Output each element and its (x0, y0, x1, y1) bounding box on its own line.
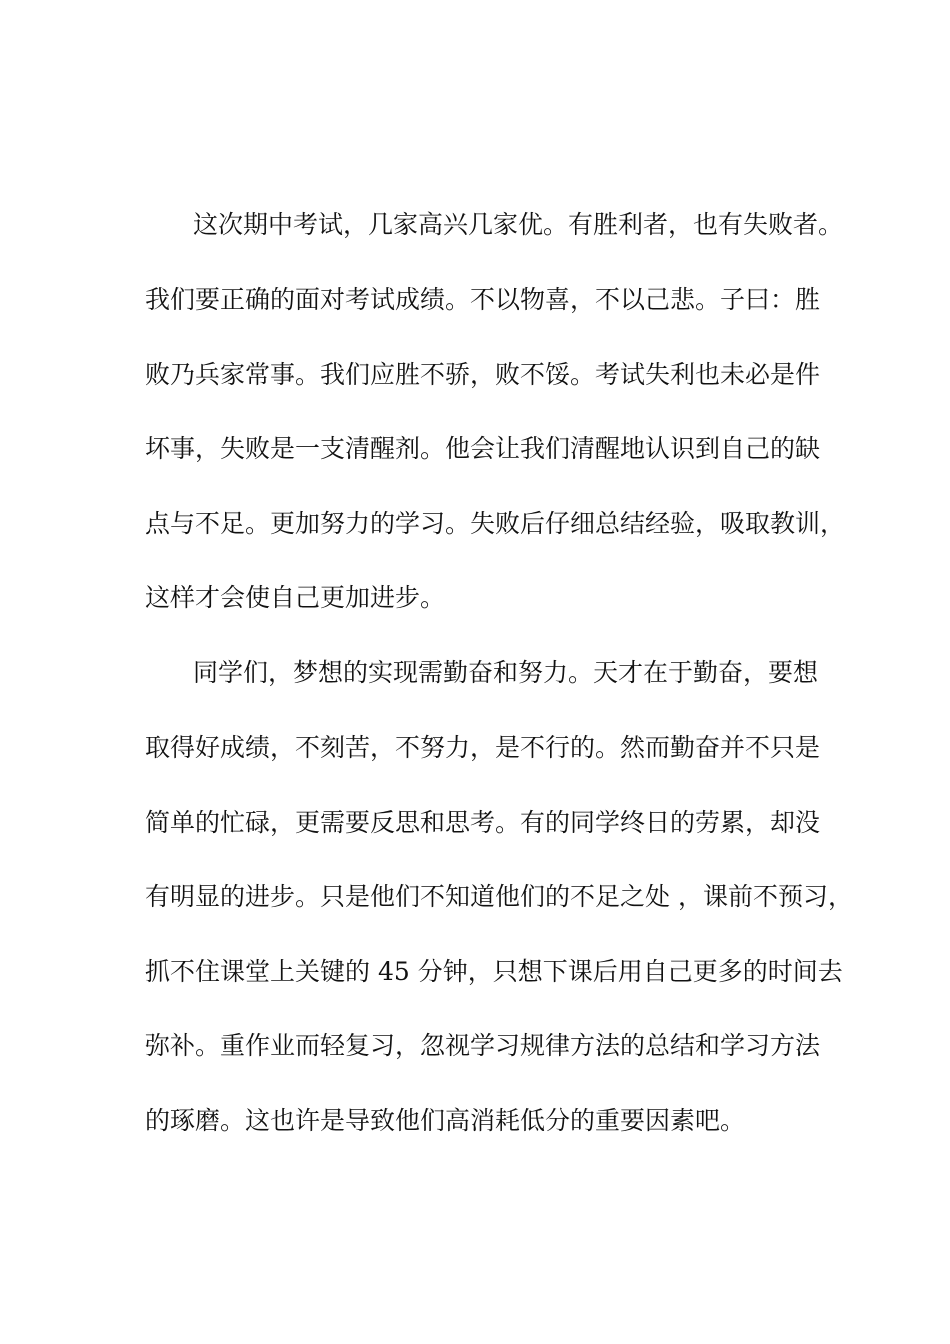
text-line: 有明显的进步。只是他们不知道他们的不足之处 ，课前不预习， (145, 882, 853, 911)
text-line: 弥补。重作业而轻复习，忽视学习规律方法的总结和学习方法 (145, 1031, 821, 1060)
text-line: 坏事，失败是一支清醒剂。他会让我们清醒地认识到自己的缺 (145, 434, 821, 463)
text-line: 这次期中考试，几家高兴几家优。有胜利者，也有失败者。 (193, 210, 844, 239)
text-line: 简单的忙碌，更需要反思和思考。有的同学终日的劳累，却没 (145, 808, 821, 837)
text-line: 的琢磨。这也许是导致他们高消耗低分的重要因素吧。 (145, 1106, 746, 1135)
text-line: 败乃兵家常事。我们应胜不骄，败不馁。考试失利也未必是件 (145, 360, 821, 389)
text-line: 这样才会使自己更加进步。 (145, 583, 446, 612)
text-line: 同学们，梦想的实现需勤奋和努力。天才在于勤奋，要想 (193, 658, 819, 687)
text-line: 我们要正确的面对考试成绩。不以物喜，不以己悲。子曰：胜 (145, 285, 821, 314)
text-line: 点与不足。更加努力的学习。失败后仔细总结经验，吸取教训， (145, 509, 846, 538)
text-line: 取得好成绩，不刻苦，不努力，是不行的。然而勤奋并不只是 (145, 733, 821, 762)
text-line: 抓不住课堂上关键的 45 分钟，只想下课后用自己更多的时间去 (145, 957, 843, 986)
